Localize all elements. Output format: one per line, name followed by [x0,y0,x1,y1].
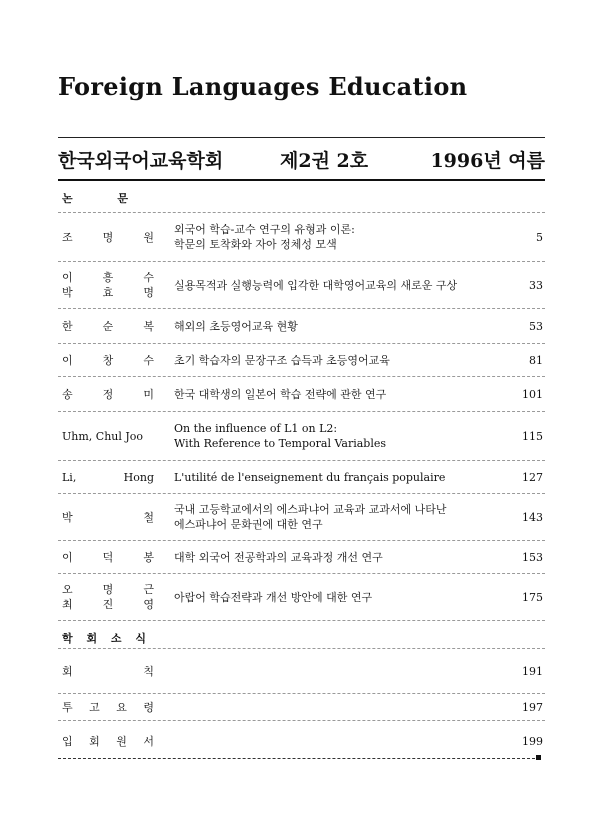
masthead-divider [58,179,545,181]
entry-page-number: 33 [529,278,543,292]
journal-title: Foreign Languages Education [58,72,468,101]
issue-season: 1996년 여름 [430,150,545,172]
author-name: 이 덕 봉 [62,550,154,564]
entry-label-text: 입 회 원 서 [62,734,154,748]
toc-entry[interactable] [58,694,545,721]
entry-authors [62,377,154,411]
author-name: 이 창 수 [62,353,154,367]
entry-page-number: 5 [536,230,543,244]
entry-label [62,649,154,693]
title-line: With Reference to Temporal Variables [174,437,387,450]
entry-page-number: 143 [522,510,543,524]
end-square-mark [536,755,541,760]
entry-authors [62,541,154,573]
entry-page-number: 53 [529,319,543,333]
society-name: 한국외국어교육학회 [58,150,224,172]
title-line: 초기 학습자의 문장구조 습득과 초등영어교육 [174,353,390,367]
entry-title [174,344,494,376]
masthead [58,146,545,176]
entry-title [174,541,494,573]
entry-authors [62,309,154,343]
toc-entry[interactable] [58,412,545,461]
entry-page-number: 191 [522,664,543,678]
title-line: 실용목적과 실행능력에 입각한 대학영어교육의 새로운 구상 [174,278,458,292]
title-line: 학문의 토착화와 자아 정체성 모색 [174,238,337,251]
author-name: 박 철 [62,510,154,524]
author-name: Li, Hong [62,470,154,484]
title-line: 외국어 학습-교수 연구의 유형과 이론: [174,223,355,236]
title-line: 대학 외국어 전공학과의 교육과정 개선 연구 [174,550,383,564]
entry-page-number: 153 [522,550,543,564]
title-line: L'utilité de l'enseignement du français populaire [174,470,446,484]
top-divider [58,137,545,138]
volume-issue: 제2권 2호 [280,150,369,172]
toc-entry[interactable] [58,461,545,494]
entry-title [174,262,494,308]
author-name: 송 정 미 [62,387,154,401]
toc-entry[interactable] [58,309,545,344]
author-name: 최 진 영 [62,598,154,611]
toc-entry[interactable] [58,344,545,377]
entry-authors [62,412,154,460]
society-news-section-label: 학 회 소 식 [62,632,151,645]
title-line: 해외의 초등영어교육 현황 [174,319,298,333]
toc-entry[interactable] [58,213,545,262]
entry-page-number: 81 [529,353,543,367]
title-line: 에스파냐어 문화권에 대한 연구 [174,518,323,531]
entry-page-number: 199 [522,734,543,748]
entry-authors [62,574,154,620]
entry-title [174,461,494,493]
entry-page-number: 197 [522,700,543,714]
toc-entry[interactable] [58,377,545,412]
entry-title [174,309,494,343]
author-name: 박 효 명 [62,286,154,299]
entry-title [174,377,494,411]
entry-title [174,574,494,620]
entry-label-text: 회 칙 [62,664,154,678]
entry-authors [62,213,154,261]
toc-entry[interactable] [58,727,545,755]
entry-authors [62,494,154,540]
entry-page-number: 127 [522,470,543,484]
title-line: 한국 대학생의 일본어 학습 전략에 관한 연구 [174,387,387,401]
toc-entry[interactable] [58,649,545,694]
toc-entry[interactable] [58,541,545,574]
entry-title [174,494,494,540]
entry-label [62,727,154,755]
author-name: 한 순 복 [62,319,154,333]
articles-section-label: 논 문 [62,192,128,205]
toc-entry[interactable] [58,574,545,621]
entry-title [174,213,494,261]
author-name: 조 명 원 [62,230,154,244]
title-line: 국내 고등학교에서의 에스파냐어 교육과 교과서에 나타난 [174,503,447,516]
title-line: On the influence of L1 on L2: [174,422,338,435]
author-name: 오 명 근 [62,583,154,596]
entry-authors [62,461,154,493]
author-name: Uhm, Chul Joo [62,429,144,443]
entry-authors [62,262,154,308]
entry-page-number: 115 [522,429,543,443]
toc-entry[interactable] [58,494,545,541]
entry-title [174,412,494,460]
entry-page-number: 101 [522,387,543,401]
entry-page-number: 175 [522,590,543,604]
entry-authors [62,344,154,376]
entry-label-text: 투 고 요 령 [62,700,154,714]
author-name: 이 흥 수 [62,271,154,284]
toc-entry[interactable] [58,262,545,309]
title-line: 아랍어 학습전략과 개선 방안에 대한 연구 [174,590,373,604]
bottom-divider [58,758,535,759]
entry-label [62,694,154,720]
